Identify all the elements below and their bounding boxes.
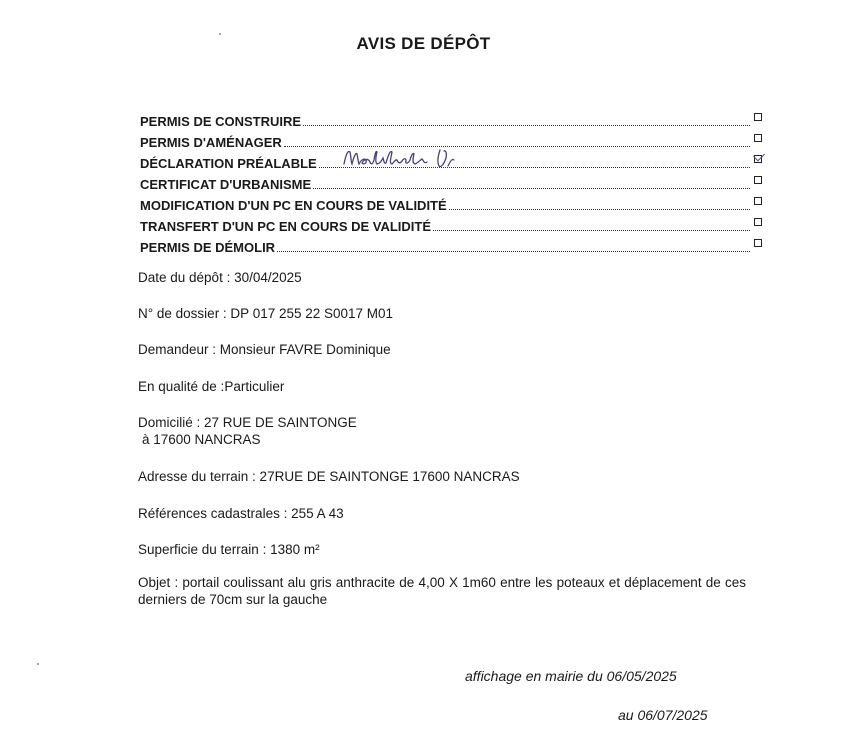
document-title (0, 34, 847, 54)
dotted-leader (313, 187, 750, 189)
permit-checkbox[interactable] (754, 197, 762, 205)
permit-checkbox[interactable] (754, 239, 762, 247)
permit-label: CERTIFICAT D'URBANISME (140, 177, 312, 192)
permit-label: TRANSFERT D'UN PC EN COURS DE VALIDITÉ (140, 219, 432, 234)
date-depot: Date du dépôt : 30/04/2025 (138, 270, 302, 285)
permit-label: PERMIS DE CONSTRUIRE (140, 114, 302, 129)
dotted-leader (433, 229, 750, 231)
domicile-line2: à 17600 NANCRAS (142, 432, 261, 447)
domicile (138, 414, 357, 448)
dossier-number: N° de dossier : DP 017 255 22 S0017 M01 (138, 306, 394, 321)
dotted-leader (449, 208, 750, 210)
adresse-terrain: Adresse du terrain : 27RUE DE SAINTONGE 17600 NANCRAS (138, 469, 520, 484)
handwritten-annotation-modificatif (342, 146, 466, 170)
permit-row-modification-pc (140, 192, 770, 213)
permit-label: MODIFICATION D'UN PC EN COURS DE VALIDITÉ (140, 198, 447, 213)
permit-row-construire (140, 108, 770, 129)
document-title-text: AVIS DE DÉPÔT (356, 34, 491, 53)
permit-type-list (140, 108, 770, 255)
references-cadastrales: Références cadastrales : 255 A 43 (138, 506, 344, 521)
permit-row-transfert-pc (140, 213, 770, 234)
permit-checkbox-checked[interactable] (754, 155, 762, 163)
qualite: En qualité de :Particulier (138, 379, 285, 394)
permit-checkbox[interactable] (754, 218, 762, 226)
permit-checkbox[interactable] (754, 134, 762, 142)
superficie-terrain: Superficie du terrain : 1380 m² (138, 542, 320, 557)
permit-checkbox[interactable] (754, 113, 762, 121)
permit-row-demolir (140, 234, 770, 255)
permit-label: PERMIS D'AMÉNAGER (140, 135, 282, 150)
permit-label: DÉCLARATION PRÉALABLE (140, 156, 317, 171)
domicile-line1: Domicilié : 27 RUE DE SAINTONGE (138, 415, 357, 430)
permit-row-declaration-prealable (140, 150, 770, 171)
permit-label: PERMIS DE DÉMOLIR (140, 240, 276, 255)
permit-checkbox[interactable] (754, 176, 762, 184)
permit-row-certificat-urbanisme (140, 171, 770, 192)
objet-description: Objet : portail coulissant alu gris anthracite de 4,00 X 1m60 entre les poteaux et déplacement de ces derniers de 70cm sur la gauche (138, 575, 746, 607)
demandeur: Demandeur : Monsieur FAVRE Dominique (138, 342, 391, 357)
scan-speck (37, 663, 39, 665)
affichage-start: affichage en mairie du 06/05/2025 (465, 668, 677, 684)
dotted-leader (277, 250, 750, 252)
affichage-end: au 06/07/2025 (618, 707, 708, 723)
dotted-leader (303, 124, 750, 126)
